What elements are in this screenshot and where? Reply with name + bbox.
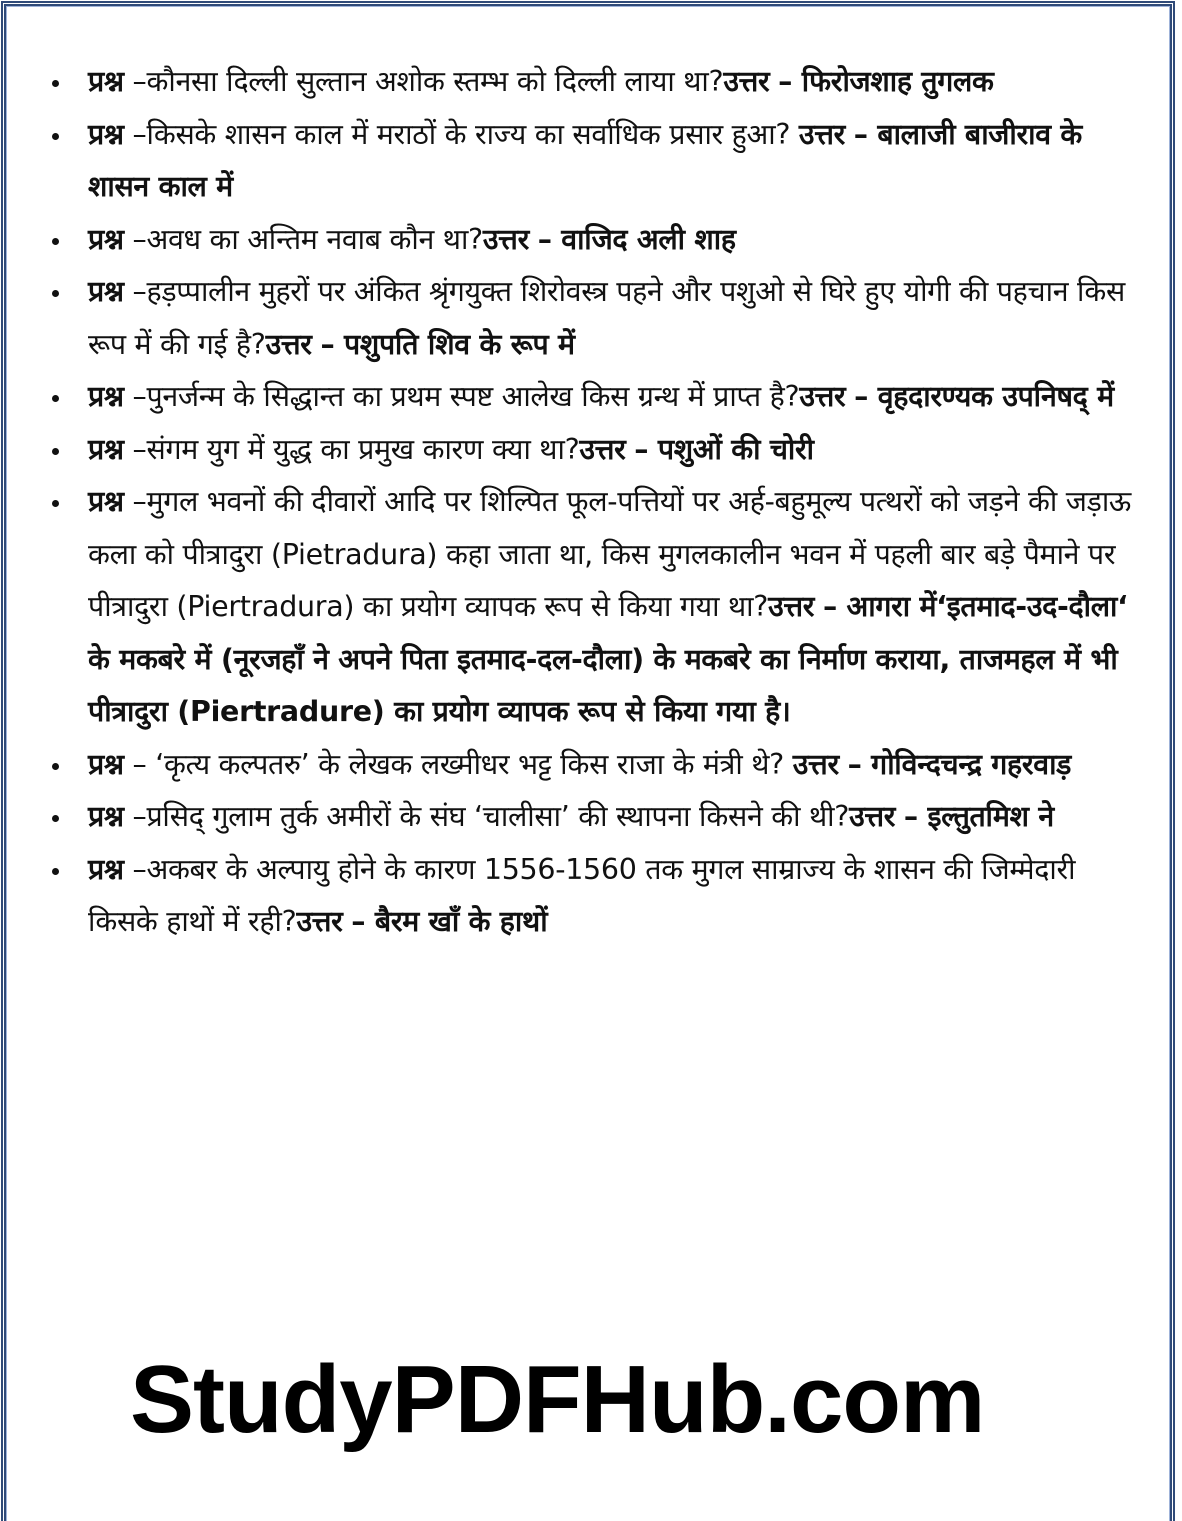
bullet-icon <box>52 868 59 875</box>
question-text: –अवध का अन्तिम नवाब कौन था? <box>132 222 483 256</box>
list-item <box>46 214 1141 267</box>
question-text: –अकबर के अल्पायु होने के कारण 1556-1560 तक मुगल साम्राज्य के शासन की जिम्मेदारी किसके हाथों में रही? <box>88 852 1076 938</box>
question-text: –मुगल भवनों की दीवारों आदि पर शिल्पित फूल-पत्तियों पर अर्ह-बहुमूल्य पत्थरों को जड़ने की जड़ाऊ कला को पीत्रादुरा (Pietradura) कहा जाता था, किस मुगलकालीन भवन में पहली बार बड़े पैमाने पर पीत्रादुरा (Piertradura) का प्रयोग व्यापक रूप से किया गया था? <box>88 485 1131 623</box>
bullet-icon <box>52 133 59 140</box>
list-item <box>46 476 1141 739</box>
bullet-icon <box>52 290 59 297</box>
document-body <box>46 56 1141 949</box>
answer-text: – वाजिद अली शाह <box>537 222 736 256</box>
answer-text: – बैरम खाँ के हाथों <box>351 905 548 938</box>
bullet-icon <box>52 448 59 455</box>
answer-label: उत्तर <box>296 905 343 938</box>
question-text: –संगम युग में युद्ध का प्रमुख कारण क्या था? <box>132 432 580 466</box>
bullet-icon <box>52 763 59 770</box>
list-item <box>46 791 1141 844</box>
bullet-icon <box>52 80 59 87</box>
answer-label: उत्तर <box>768 590 815 623</box>
answer-label: उत्तर <box>849 800 896 833</box>
answer-text: – गोविन्दचन्द्र गहरवाड़ <box>847 747 1072 781</box>
answer-label: उत्तर <box>579 432 626 466</box>
question-label: प्रश्न <box>88 275 124 308</box>
answer-label: उत्तर <box>798 117 845 151</box>
question-label: प्रश्न <box>88 380 124 413</box>
bullet-icon <box>52 395 59 402</box>
answer-text: – फिरोजशाह तुगलक <box>778 65 994 98</box>
question-text: –पुनर्जन्म के सिद्धान्त का प्रथम स्पष्ट आलेख किस ग्रन्थ में प्राप्त है? <box>132 380 800 413</box>
answer-text: – बालाजी बाजीराव के शासन काल में <box>88 117 1083 203</box>
answer-label: उत्तर <box>482 222 529 256</box>
bullet-icon <box>52 500 59 507</box>
question-label: प्रश्न <box>88 222 124 256</box>
answer-text: – इल्तुतमिश ने <box>903 800 1054 833</box>
question-label: प्रश्न <box>88 65 124 98</box>
question-label: प्रश्न <box>88 432 124 466</box>
answer-label: उत्तर <box>799 380 846 413</box>
question-label: प्रश्न <box>88 117 124 151</box>
list-item <box>46 266 1141 371</box>
question-text: – ‘कृत्य कल्पतरु’ के लेखक लख्मीधर भट्ट किस राजा के मंत्री थे? <box>132 747 793 781</box>
question-text: –कौनसा दिल्ली सुल्तान अशोक स्तम्भ को दिल्ली लाया था? <box>132 65 724 98</box>
list-item <box>46 424 1141 477</box>
question-label: प्रश्न <box>88 485 124 518</box>
watermark-text: StudyPDFHub.com <box>130 1346 985 1453</box>
answer-text: – पशुपति शिव के रूप में <box>320 327 575 361</box>
question-label: प्रश्न <box>88 747 124 781</box>
question-label: प्रश्न <box>88 852 124 886</box>
answer-text: – आगरा में‘इतमाद-उद-दौला‘ के मकबरे में (नूरजहाँ ने अपने पिता इतमाद-दल-दौला) के मकबरे का निर्माण कराया, ताजमहल में भी पीत्रादुरा (Piertradure) का प्रयोग व्यापक रूप से किया गया है। <box>88 590 1128 728</box>
answer-label: उत्तर <box>265 327 312 361</box>
list-item <box>46 371 1141 424</box>
bullet-icon <box>52 815 59 822</box>
question-text: –प्रसिद् गुलाम तुर्क अमीरों के संघ ‘चालीसा’ की स्थापना किसने की थी? <box>132 800 850 833</box>
list-item <box>46 844 1141 949</box>
question-text: –हड़प्पालीन मुहरों पर अंकित श्रृंगयुक्त शिरोवस्त्र पहने और पशुओ से घिरे हुए योगी की पहचान किस रूप में की गई है? <box>88 275 1125 361</box>
question-text: –किसके शासन काल में मराठों के राज्य का सर्वाधिक प्रसार हुआ? <box>132 117 799 151</box>
list-item <box>46 109 1141 214</box>
question-label: प्रश्न <box>88 800 124 833</box>
question-answer-list <box>46 56 1141 949</box>
bullet-icon <box>52 238 59 245</box>
answer-label: उत्तर <box>723 65 770 98</box>
answer-text: – पशुओं की चोरी <box>634 432 814 466</box>
list-item <box>46 739 1141 792</box>
list-item <box>46 56 1141 109</box>
answer-label: उत्तर <box>792 747 839 781</box>
answer-text: – वृहदारण्यक उपनिषद् में <box>854 380 1114 413</box>
